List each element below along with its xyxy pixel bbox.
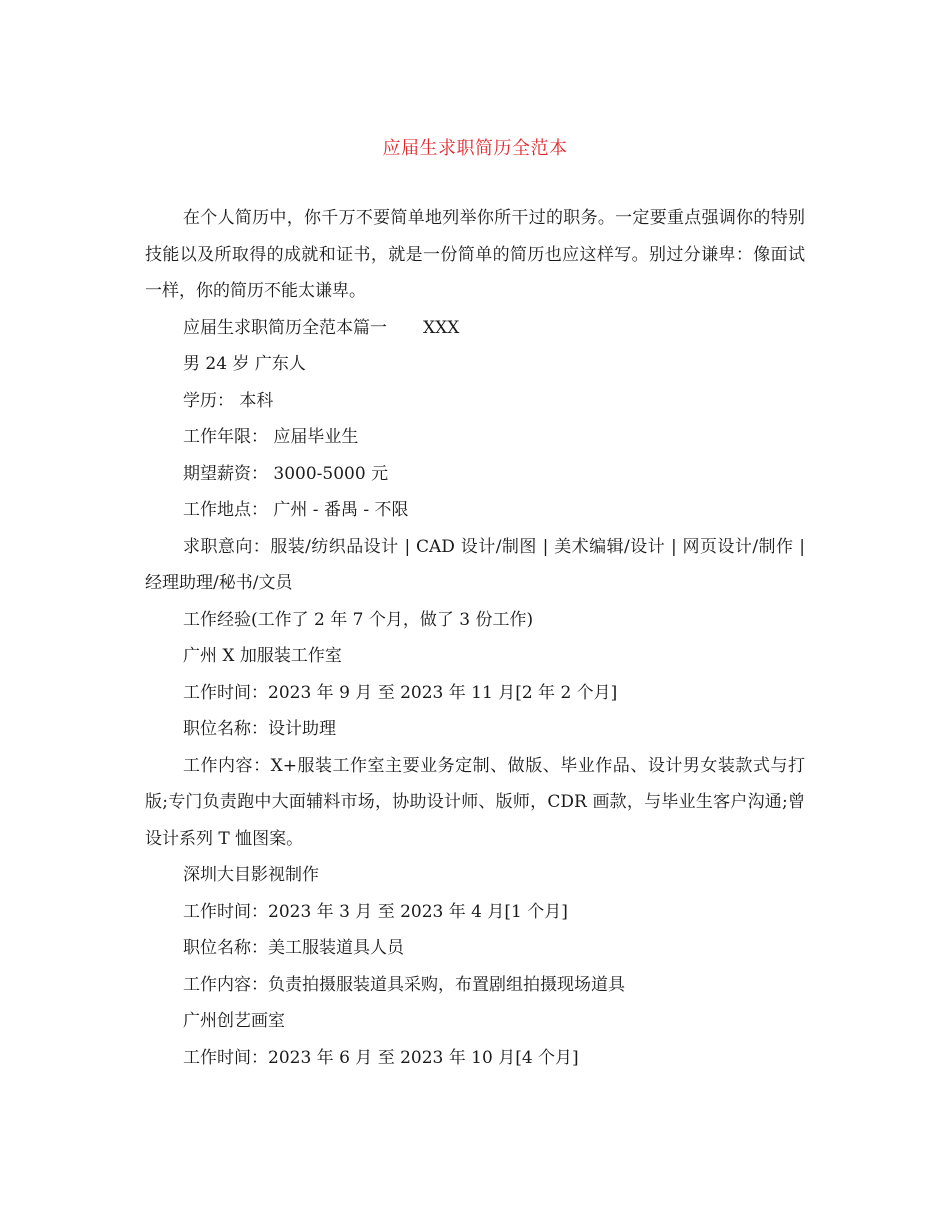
candidate-name: XXX: [423, 317, 460, 338]
section-heading: 应届生求职简历全范本篇一: [183, 317, 387, 338]
job-content: 工作内容：X+服装工作室主要业务定制、做版、毕业作品、设计男女装款式与打版;专门负责跑中大面辅料市场，协助设计师、版师，CDR 画款，与毕业生客户沟通;曾设计系列 T 恤图案。: [145, 755, 805, 849]
basic-info: 男 24 岁 广东人: [183, 354, 306, 374]
job-company: 深圳大目影视制作: [183, 865, 319, 885]
job-intention: 求职意向：服装/纺织品设计 | CAD 设计/制图 | 美术编辑/设计 | 网页设计/制作 | 经理助理/秘书/文员: [145, 536, 805, 593]
work-location: 工作地点： 广州 - 番禺 - 不限: [183, 500, 409, 520]
job-position: 职位名称：美工服装道具人员: [183, 938, 404, 958]
job-position: 职位名称：设计助理: [183, 719, 336, 739]
document-title: 应届生求职简历全范本: [382, 138, 568, 159]
job-time: 工作时间：2023 年 6 月 至 2023 年 10 月[4 个月]: [183, 1047, 579, 1068]
job-company: 广州 X 加服装工作室: [183, 646, 342, 666]
work-years: 工作年限： 应届毕业生: [183, 427, 359, 447]
education: 学历： 本科: [183, 390, 274, 411]
document-body: [145, 200, 805, 1076]
section-heading-line: [145, 310, 805, 347]
job-company: 广州创艺画室: [183, 1011, 285, 1031]
job-time: 工作时间：2023 年 3 月 至 2023 年 4 月[1 个月]: [183, 901, 568, 922]
intro-paragraph: 在个人简历中，你千万不要简单地列举你所干过的职务。一定要重点强调你的特别技能以及所取得的成就和证书，就是一份简单的简历也应这样写。别过分谦卑：像面试一样，你的简历不能太谦卑。: [145, 208, 805, 301]
expected-salary: 期望薪资： 3000-5000 元: [183, 463, 389, 484]
job-content: 工作内容：负责拍摄服装道具采购，布置剧组拍摄现场道具: [183, 974, 625, 995]
job-time: 工作时间：2023 年 9 月 至 2023 年 11 月[2 年 2 个月]: [183, 682, 618, 703]
experience-summary: 工作经验(工作了 2 年 7 个月，做了 3 份工作): [183, 609, 534, 630]
